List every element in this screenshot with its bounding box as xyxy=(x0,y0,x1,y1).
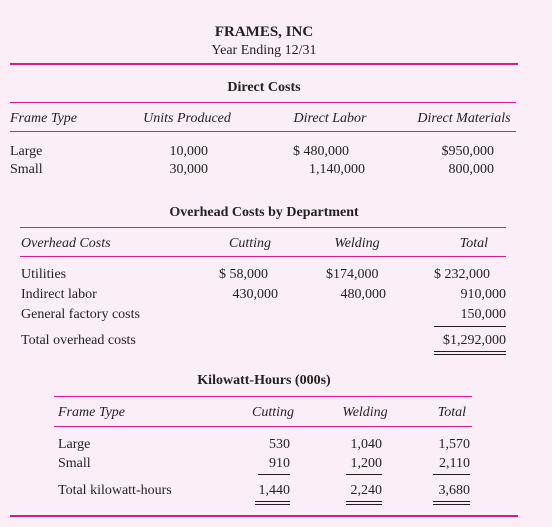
header-rule xyxy=(10,63,518,65)
kwh-header-rule xyxy=(54,426,472,427)
overhead-title: Overhead Costs by Department xyxy=(169,205,359,220)
col-direct-labor: Direct Labor xyxy=(293,111,367,126)
col-kwh-total: Total xyxy=(437,405,466,420)
overhead-subtotal-underline xyxy=(434,326,506,327)
kwh-cutting-double-underline xyxy=(255,501,290,505)
col-direct-materials: Direct Materials xyxy=(417,111,511,126)
kwh-cutting-cell: 910 xyxy=(269,456,290,471)
kwh-total-label: Total kilowatt-hours xyxy=(58,483,172,498)
col-welding: Welding xyxy=(334,236,380,251)
labor-cell: 1,140,000 xyxy=(309,162,365,177)
total-cell: $ 232,000 xyxy=(434,267,490,282)
direct-costs-top-rule xyxy=(10,102,516,103)
kwh-cutting-cell: 530 xyxy=(269,437,290,452)
frame-type-cell: Large xyxy=(10,144,43,159)
kwh-welding-double-underline xyxy=(346,501,382,505)
kwh-cutting-underline xyxy=(258,474,290,475)
period-label: Year Ending 12/31 xyxy=(211,43,317,58)
kwh-total-underline xyxy=(433,474,470,475)
kwh-welding-cell: 1,040 xyxy=(350,437,382,452)
kwh-total-cutting: 1,440 xyxy=(258,483,290,498)
overhead-total-label: Total overhead costs xyxy=(21,333,136,348)
overhead-header-rule xyxy=(20,256,506,257)
kwh-title: Kilowatt-Hours (000s) xyxy=(197,373,331,388)
col-kwh-cutting: Cutting xyxy=(251,405,294,420)
overhead-total-value: $1,292,000 xyxy=(443,333,506,348)
welding-cell: $174,000 xyxy=(326,267,379,282)
kwh-total-welding: 2,240 xyxy=(350,483,382,498)
kwh-total-cell: 1,570 xyxy=(438,437,470,452)
kwh-top-rule xyxy=(54,396,472,397)
overhead-label-cell: General factory costs xyxy=(21,307,140,322)
units-cell: 30,000 xyxy=(169,162,208,177)
kwh-frame-type-cell: Small xyxy=(58,456,91,471)
col-units-produced: Units Produced xyxy=(143,111,231,126)
col-frame-type: Frame Type xyxy=(10,111,77,126)
kwh-total-double-underline xyxy=(433,501,470,505)
direct-costs-title: Direct Costs xyxy=(227,80,301,95)
col-kwh-welding: Welding xyxy=(342,405,388,420)
materials-cell: 800,000 xyxy=(448,162,494,177)
overhead-top-rule xyxy=(20,227,506,228)
welding-cell: 480,000 xyxy=(340,287,386,302)
materials-cell: $950,000 xyxy=(441,144,494,159)
kwh-welding-underline xyxy=(346,474,382,475)
col-kwh-frame-type: Frame Type xyxy=(58,405,125,420)
kwh-total-total: 3,680 xyxy=(438,483,470,498)
labor-cell: $ 480,000 xyxy=(293,144,349,159)
cutting-cell: $ 58,000 xyxy=(219,267,268,282)
overhead-total-double-underline xyxy=(434,351,506,355)
col-overhead-costs: Overhead Costs xyxy=(21,236,111,251)
company-name: FRAMES, INC xyxy=(214,24,314,40)
overhead-label-cell: Utilities xyxy=(21,267,67,282)
bottom-rule xyxy=(10,515,518,517)
overhead-label-cell: Indirect labor xyxy=(21,287,97,302)
kwh-frame-type-cell: Large xyxy=(58,437,91,452)
kwh-welding-cell: 1,200 xyxy=(350,456,382,471)
total-cell: 150,000 xyxy=(460,307,506,322)
frame-type-cell: Small xyxy=(10,162,43,177)
direct-costs-header-rule xyxy=(10,131,516,132)
kwh-total-cell: 2,110 xyxy=(439,456,470,471)
cutting-cell: 430,000 xyxy=(232,287,278,302)
col-cutting: Cutting xyxy=(228,236,271,251)
units-cell: 10,000 xyxy=(169,144,208,159)
total-cell: 910,000 xyxy=(460,287,506,302)
col-total: Total xyxy=(459,236,488,251)
